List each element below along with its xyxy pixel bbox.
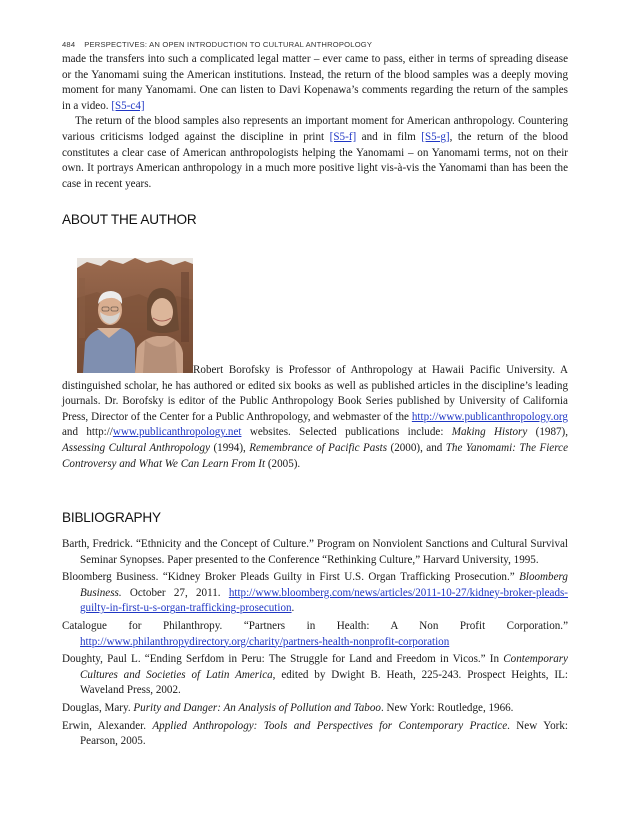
link-s5-c4[interactable]: [S5-c4] <box>111 99 145 112</box>
link-philanthropy-directory[interactable]: http://www.philanthropydirectory.org/charity/partners-health-nonprofit-corporation <box>80 635 450 648</box>
intro-paragraph-2 <box>62 114 568 192</box>
running-head <box>62 40 372 49</box>
bib-entry-erwin-text-a: Erwin, Alexander. <box>62 719 147 732</box>
intro-paragraph-2-text-c: , the return of the blood constitutes a clear case of American anthropologists helping the Yanomami – on Yanomami terms, not on their own. It portrays American anthropology in a much more positive light vis-à-vis the Yanomami than has been the case in recent years. <box>62 130 568 190</box>
bib-entry-doughty <box>62 652 568 699</box>
bib-entry-bloomberg-source: Bloomberg Business. <box>80 571 568 599</box>
author-bio-text-3: websites. Selected publications include: <box>249 426 444 439</box>
bib-entry-doughty-text-a: Doughty, Paul L. “Ending Serfdom in Peru: The Struggle for Land and Freedom in Vicos.” In <box>62 653 500 666</box>
author-bio-text-6: (2000), and <box>390 441 443 454</box>
bib-entry-erwin-book: Applied Anthropology: Tools and Perspectives for Contemporary Practice <box>152 719 508 732</box>
intro-paragraph-1-text: made the transfers into such a complicated legal matter – ever came to pass, either in terms of spreading disease or the Yanomami suing the American institutions. Instead, the return of the blood samples was a deeply moving moment for many Yanomami. One can listen to Davi Kopenawa’s comments regarding the return of the samples in a video. <box>62 53 568 112</box>
book-assessing-cultural-anthropology: Assessing Cultural Anthropology <box>62 441 211 454</box>
intro-paragraph-2-text-a: The return of the blood samples also represents an important moment for American anthropology. Countering various criticisms lodged against the discipline in print <box>62 115 568 143</box>
book-making-history: Making History <box>451 426 528 439</box>
author-photo <box>77 258 193 373</box>
bib-entry-catalogue <box>62 619 568 650</box>
running-head-title: PERSPECTIVES: AN OPEN INTRODUCTION TO CULTURAL ANTHROPOLOGY <box>84 40 373 49</box>
intro-paragraph-2-text-b: and in film <box>361 130 416 143</box>
link-s5-g[interactable]: [S5-g] <box>421 130 450 143</box>
bib-entry-barth <box>62 537 568 568</box>
bib-entry-douglas <box>62 701 568 717</box>
bib-entry-catalogue-text: Catalogue for Philanthropy. “Partners in Health: A Non Profit Corporation.” <box>62 619 568 632</box>
about-author-text <box>62 363 568 472</box>
bib-entry-douglas-book: Purity and Danger: An Analysis of Pollution and Taboo <box>133 701 381 714</box>
bib-entry-bloomberg-text-b: October 27, 2011. <box>129 586 221 599</box>
author-bio <box>62 363 568 472</box>
bib-entry-bloomberg <box>62 570 568 617</box>
about-author-heading: ABOUT THE AUTHOR <box>62 212 197 227</box>
book-the-yanomami: The Yanomami: The Fierce Controversy and What We Can Learn From It <box>62 441 568 470</box>
author-bio-text-5: (1994), <box>213 441 246 454</box>
page-number: 484 <box>62 40 76 49</box>
author-bio-text-2: and http:// <box>62 426 113 439</box>
bibliography-list <box>62 537 568 752</box>
author-photo-image <box>77 258 193 373</box>
link-publicanthropology-net[interactable]: www.publicanthropology.net <box>112 426 242 439</box>
bib-entry-doughty-book: Contemporary Cultures and Societies of Latin America <box>80 653 568 681</box>
link-publicanthropology-org[interactable]: http://www.publicanthropology.org <box>411 410 568 423</box>
author-bio-text-1: Robert Borofsky is Professor of Anthropology at Hawaii Pacific University. A distinguished scholar, he has authored or edited six books as well as published articles in the discipline’s leading journals. Dr. Borofsky is editor of the Public Anthropology Book Series published by University of California Press, Director of the Center for a Public Anthropology, and webmaster of the <box>62 364 568 423</box>
link-s5-f[interactable]: [S5-f] <box>329 130 357 143</box>
bib-entry-erwin-text-b: . New York: Pearson, 2005. <box>80 719 568 748</box>
intro-paragraph-1 <box>62 52 568 114</box>
bibliography-heading: BIBLIOGRAPHY <box>62 510 161 525</box>
bib-entry-erwin <box>62 719 568 750</box>
author-bio-text-4: (1987), <box>535 426 569 439</box>
author-bio-text-7: (2005). <box>267 457 301 470</box>
intro-text <box>62 52 568 192</box>
bib-entry-doughty-text-b: , edited by Dwight B. Heath, 225-243. Prospect Heights, IL: Waveland Press, 2002. <box>80 668 568 697</box>
book-remembrance-of-pacific-pasts: Remembrance of Pacific Pasts <box>249 441 388 454</box>
bib-entry-bloomberg-text-c: . <box>291 602 295 615</box>
link-bloomberg-article[interactable]: http://www.bloomberg.com/news/articles/2011-10-27/kidney-broker-pleads-guilty-in-first-u-s-organ-trafficking-prosecution <box>80 586 568 615</box>
bib-entry-barth-text: Barth, Fredrick. “Ethnicity and the Concept of Culture.” Program on Nonviolent Sanctions and Cultural Survival Seminar Synopses. Paper presented to the Conference “Rethinking Culture,” Harvard University, 1995. <box>62 538 568 566</box>
bib-entry-douglas-text-b: . New York: Routledge, 1966. <box>380 701 514 714</box>
bib-entry-bloomberg-text-a: Bloomberg Business. “Kidney Broker Pleads Guilty in First U.S. Organ Trafficking Prosecution.” <box>62 571 515 584</box>
bib-entry-douglas-text-a: Douglas, Mary. <box>62 701 131 714</box>
